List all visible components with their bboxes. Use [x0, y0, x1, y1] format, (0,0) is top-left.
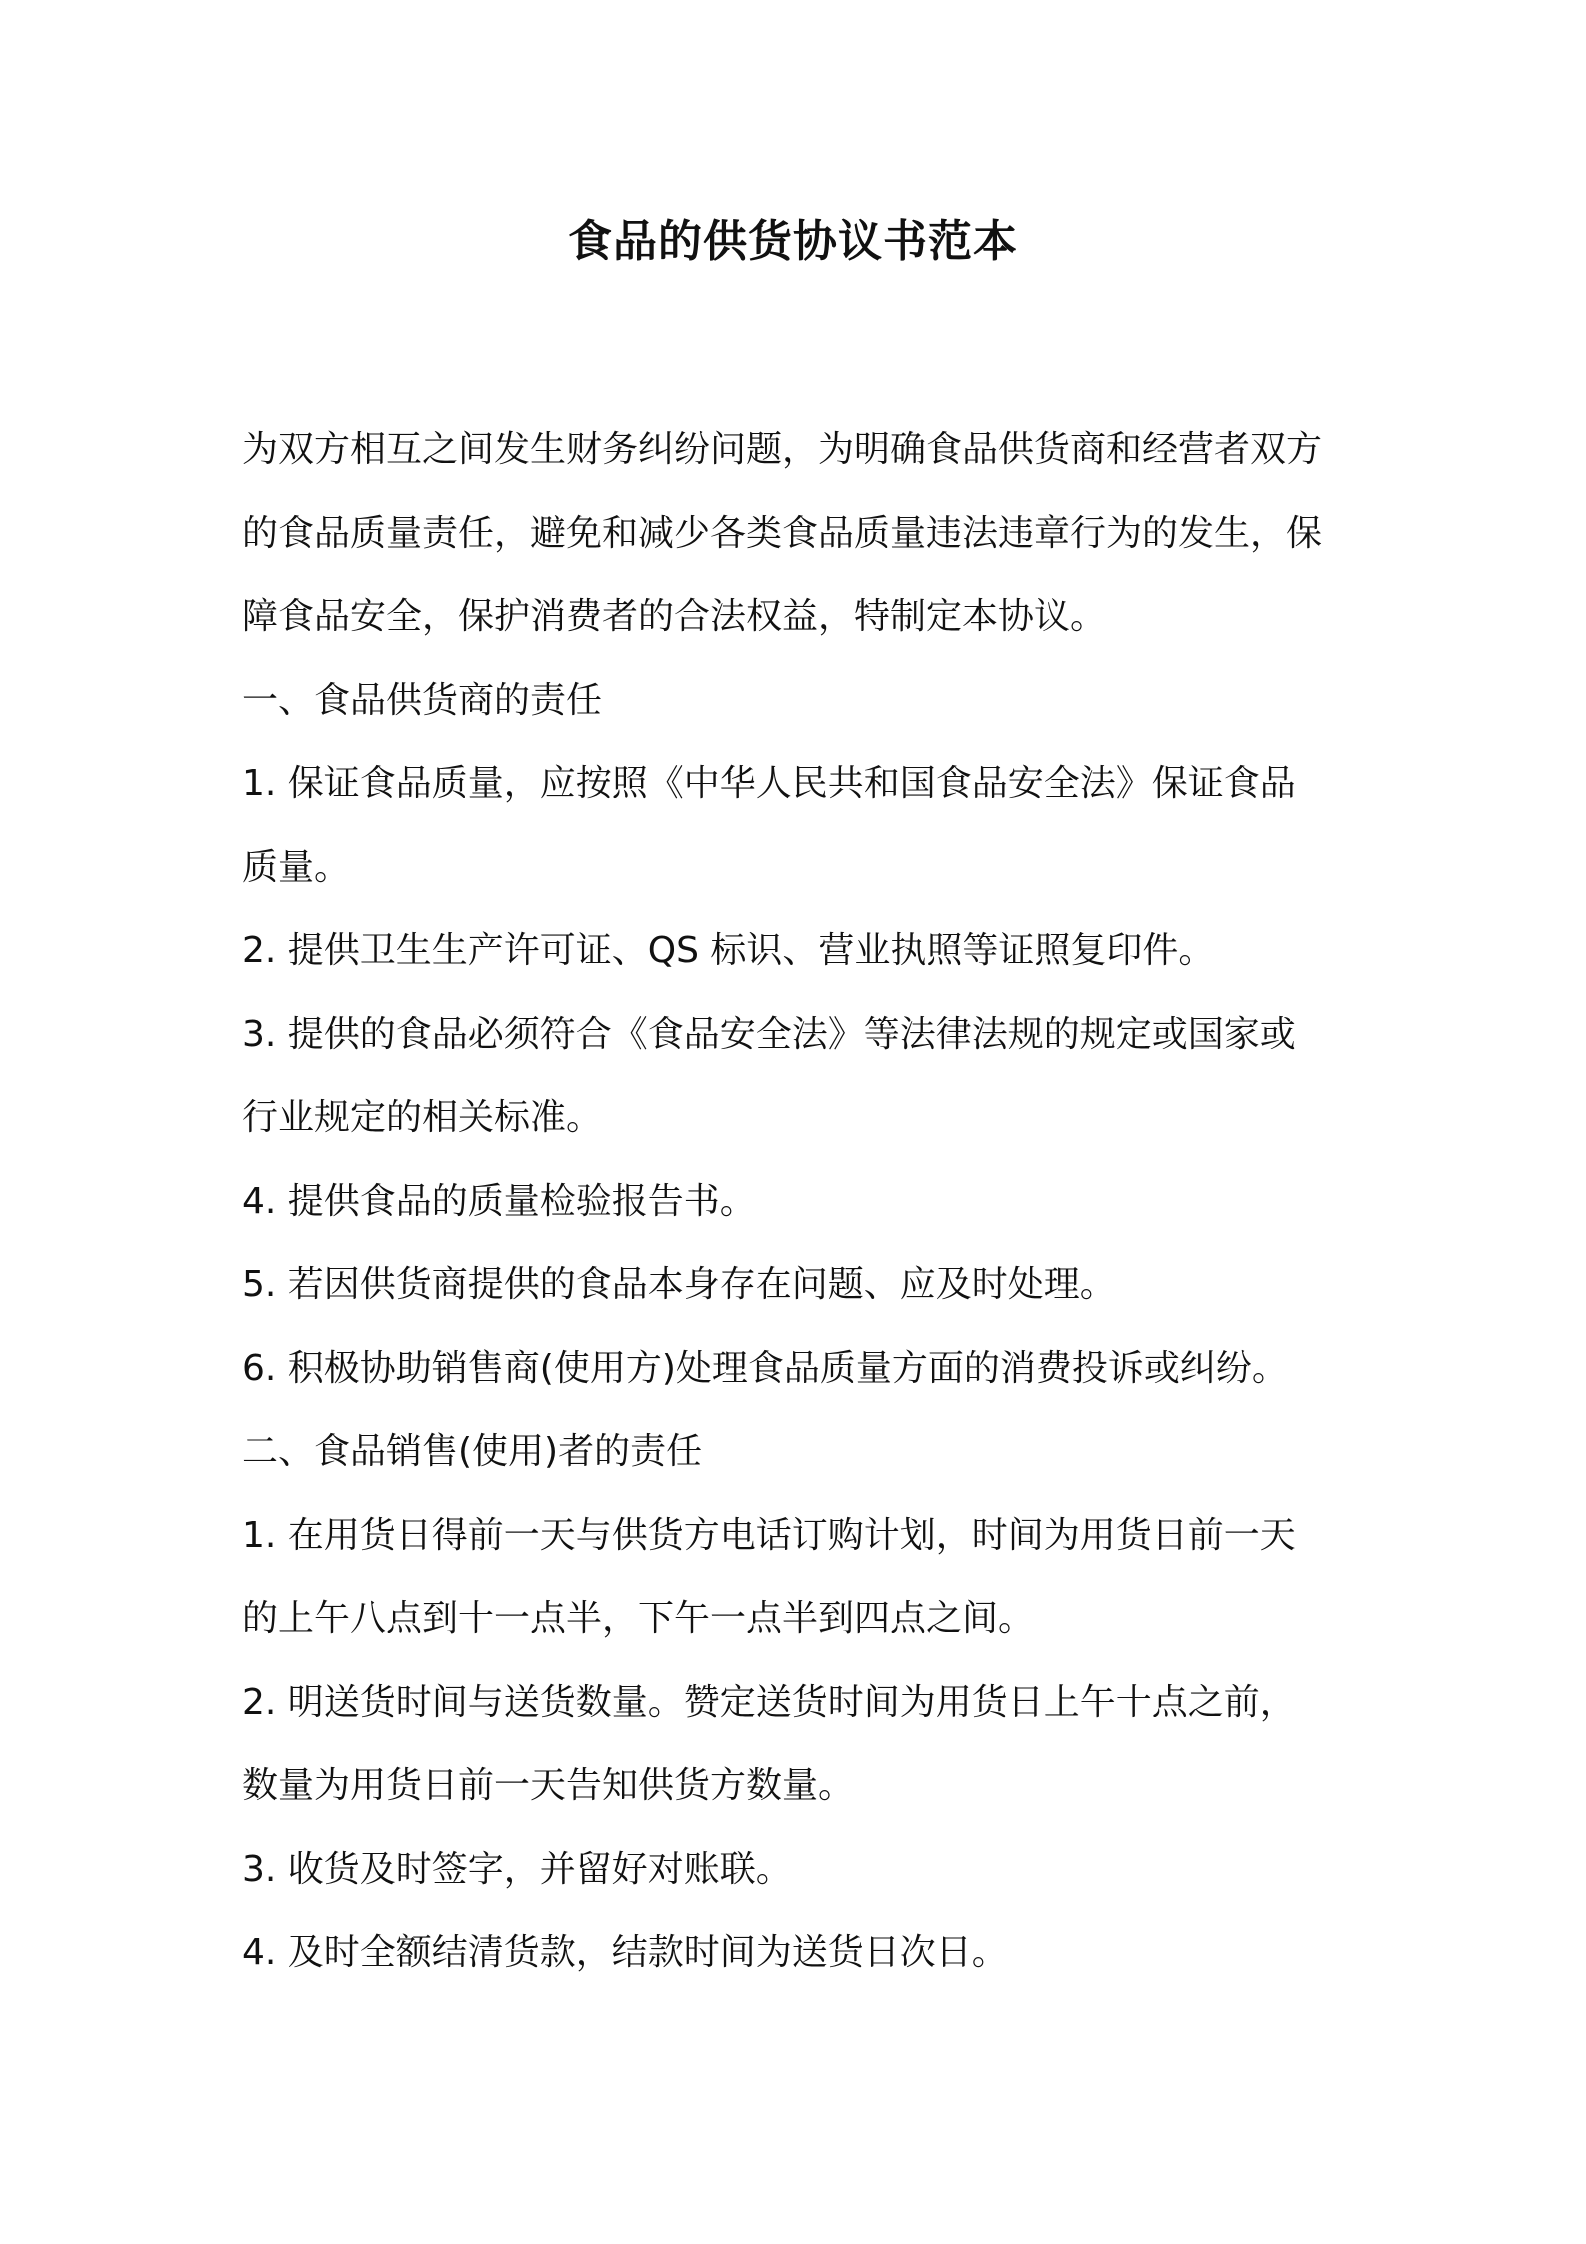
supplier-item-1-line-2: 质量。: [242, 846, 351, 888]
section-heading-supplier: 一、食品供货商的责任: [242, 679, 603, 721]
document-body: [242, 408, 1352, 1995]
intro-line-3: 障食品安全，保护消费者的合法权益，特制定本协议。: [242, 596, 1107, 637]
intro-line-2: 的食品质量责任，避免和减少各类食品质量违法违章行为的发生，保: [242, 512, 1323, 554]
seller-item-2-line-1: 2. 明送货时间与送货数量。赞定送货时间为用货日上午十点之前，: [242, 1681, 1296, 1723]
supplier-item-4: 4. 提供食品的质量检验报告书。: [242, 1180, 756, 1222]
supplier-item-6: 6. 积极协助销售商(使用方)处理食品质量方面的消费投诉或纠纷。: [242, 1347, 1288, 1389]
section-heading-seller: 二、食品销售(使用)者的责任: [242, 1431, 703, 1472]
seller-item-4: 4. 及时全额结清货款，结款时间为送货日次日。: [242, 1932, 1008, 1973]
supplier-item-3-line-2: 行业规定的相关标准。: [242, 1097, 603, 1138]
seller-item-1-line-1: 1. 在用货日得前一天与供货方电话订购计划，时间为用货日前一天: [242, 1514, 1296, 1556]
supplier-item-3-line-1: 3. 提供的食品必须符合《食品安全法》等法律法规的规定或国家或: [242, 1013, 1296, 1055]
seller-item-1-line-2: 的上午八点到十一点半，下午一点半到四点之间。: [242, 1598, 1035, 1639]
intro-line-1: 为双方相互之间发生财务纠纷问题，为明确食品供货商和经营者双方: [242, 429, 1323, 470]
seller-item-2-line-2: 数量为用货日前一天告知供货方数量。: [242, 1765, 855, 1806]
document-title: 食品的供货协议书范本: [568, 216, 1018, 267]
seller-item-3: 3. 收货及时签字，并留好对账联。: [242, 1848, 792, 1890]
supplier-item-5: 5. 若因供货商提供的食品本身存在问题、应及时处理。: [242, 1264, 1116, 1305]
supplier-item-1-line-1: 1. 保证食品质量，应按照《中华人民共和国食品安全法》保证食品: [242, 763, 1296, 804]
supplier-item-2: 2. 提供卫生生产许可证、QS 标识、营业执照等证照复印件。: [242, 930, 1215, 971]
